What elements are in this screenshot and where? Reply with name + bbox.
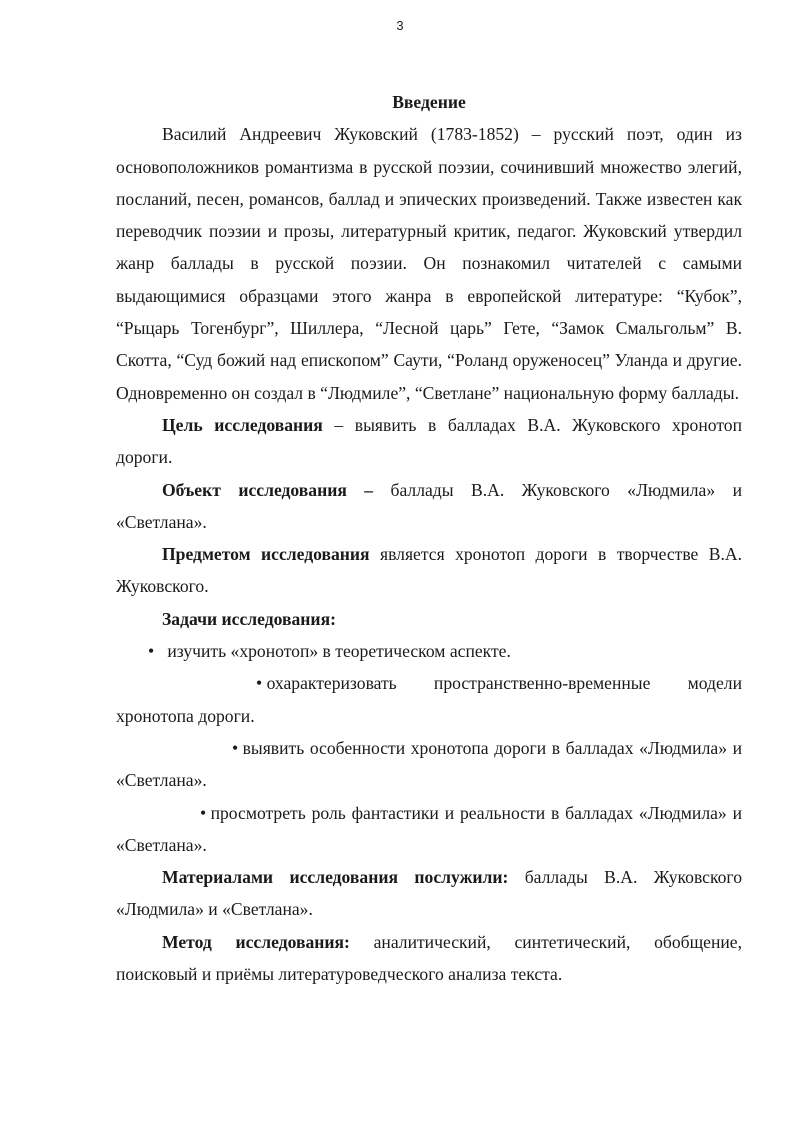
bullet-icon: • <box>256 673 267 694</box>
task-item <box>116 635 742 667</box>
subject-paragraph <box>116 538 742 603</box>
materials-text: баллады В.А. Жуковского «Людмила» и «Светлана». <box>116 867 742 920</box>
goal-paragraph <box>116 409 742 474</box>
task-item <box>116 667 742 732</box>
document-body <box>116 86 742 990</box>
goal-label: Цель исследования <box>162 414 323 435</box>
subject-label: Предметом исследования <box>162 544 370 565</box>
method-text: аналитический, синтетический, обобщение, поисковый и приёмы литературоведческого анализа текста. <box>116 931 742 985</box>
bullet-icon: • <box>200 802 211 823</box>
object-text: баллады В.А. Жуковского «Людмила» и «Светлана». <box>116 479 742 532</box>
intro-paragraph: Василий Андреевич Жуковский (1783-1852) – русский поэт, один из основоположников романтизма в русской поэзии, сочинивший множество элегий, посланий, песен, романсов, баллад и эпических произведений. Также известен как переводчик поэзии и прозы, литературный критик, педагог. Жуковский утвердил жанр баллады в русской поэзии. Он познакомил читателей с самыми выдающимися образцами этого жанра в европейской литературе: “Кубок”, “Рыцарь Тогенбург”, Шиллера, “Лесной царь” Гете, “Замок Смальгольм” В. Скотта, “Суд божий над епископом” Саути, “Роланд оруженосец” Уланда и другие. Одновременно он создал в “Людмиле”, “Светлане” национальную форму баллады. <box>116 124 742 403</box>
task-item <box>116 797 742 862</box>
tasks-heading <box>116 603 742 635</box>
task-item-text: изучить «хронотоп» в теоретическом аспекте. <box>167 641 511 662</box>
method-paragraph <box>116 926 742 991</box>
object-paragraph <box>116 474 742 539</box>
method-label: Метод исследования: <box>162 931 350 952</box>
object-label: Объект исследования – <box>162 479 374 500</box>
goal-text: – выявить в балладах В.А. Жуковского хронотоп дороги. <box>116 414 742 468</box>
task-item <box>116 732 742 797</box>
section-heading: Введение <box>392 92 466 112</box>
bullet-icon: • <box>232 737 243 758</box>
subject-text: является хронотоп дороги в творчестве В.А. Жуковского. <box>116 544 742 597</box>
task-item-text: выявить особенности хронотопа дороги в балладах «Людмила» и «Светлана». <box>116 737 742 791</box>
materials-paragraph <box>116 861 742 926</box>
task-item-text: просмотреть роль фантастики и реальности в балладах «Людмила» и «Светлана». <box>116 802 742 855</box>
bullet-icon: • <box>148 641 168 662</box>
task-item-text: охарактеризовать пространственно-временные модели хронотопа дороги. <box>116 673 742 726</box>
page-number: 3 <box>396 18 404 33</box>
materials-label: Материалами исследования послужили: <box>162 867 509 888</box>
tasks-label: Задачи исследования: <box>162 608 336 629</box>
